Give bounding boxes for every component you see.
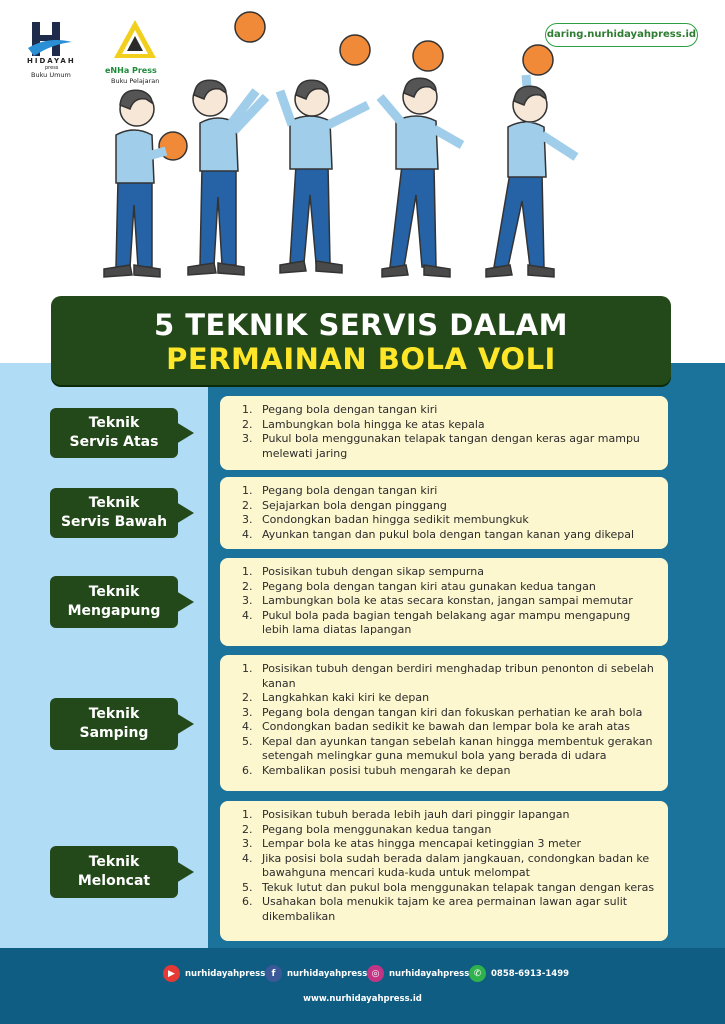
technique-label-line2: Meloncat — [77, 873, 151, 889]
technique-steps-servis-bawah — [220, 477, 668, 549]
step-item: 1. Posisikan tubuh dengan sikap sempurna — [256, 565, 656, 580]
technique-steps-servis-atas — [220, 396, 668, 470]
enha-name: eNHa Press — [105, 66, 157, 75]
technique-label-line1: Teknik — [88, 706, 140, 722]
social-youtube-label: nurhidayahpress — [185, 968, 266, 979]
arrow-right-icon — [176, 713, 194, 735]
footer-bar — [0, 948, 725, 1024]
technique-steps-samping — [220, 655, 668, 791]
arrow-right-icon — [176, 861, 194, 883]
step-item: 2. Sejajarkan bola dengan pinggang — [256, 499, 656, 514]
youtube-icon: ▶ — [163, 965, 180, 982]
step-item: 2. Pegang bola dengan tangan kiri atau gunakan kedua tangan — [256, 580, 656, 595]
technique-steps-meloncat — [220, 801, 668, 941]
social-facebook[interactable] — [265, 965, 367, 982]
player-figure-1 — [104, 90, 166, 277]
title-line-1: 5 TEKNIK SERVIS DALAM — [153, 308, 568, 342]
social-instagram-label: nurhidayahpress — [389, 968, 470, 979]
player-figure-4 — [380, 78, 462, 277]
arrow-right-icon — [176, 422, 194, 444]
hidayah-sub: press — [45, 65, 59, 71]
technique-label-servis-bawah — [50, 488, 178, 538]
arrow-right-icon — [176, 502, 194, 524]
player-figure-2 — [188, 80, 266, 275]
step-item: 6. Kembalikan posisi tubuh mengarah ke depan — [256, 764, 656, 779]
step-item: 1. Posisikan tubuh berada lebih jauh dari pinggir lapangan — [256, 808, 656, 823]
technique-label-meloncat — [50, 846, 178, 898]
instagram-icon: ◎ — [367, 965, 384, 982]
step-item: 3. Condongkan badan hingga sedikit membungkuk — [256, 513, 656, 528]
social-youtube[interactable] — [163, 965, 265, 982]
technique-label-line2: Servis Bawah — [60, 514, 168, 530]
step-item: 2. Lambungkan bola hingga ke atas kepala — [256, 418, 656, 433]
technique-steps-mengapung — [220, 558, 668, 646]
facebook-icon: f — [265, 965, 282, 982]
technique-label-line1: Teknik — [88, 854, 140, 870]
technique-label-samping — [50, 698, 178, 750]
step-item: 2. Langkahkan kaki kiri ke depan — [256, 691, 656, 706]
step-item: 1. Pegang bola dengan tangan kiri — [256, 403, 656, 418]
technique-label-line1: Teknik — [88, 415, 140, 431]
step-item: 3. Lambungkan bola ke atas secara konstan, jangan sampai memutar — [256, 594, 656, 609]
step-item: 5. Tekuk lutut dan pukul bola menggunakan telapak tangan dengan keras — [256, 881, 656, 896]
social-facebook-label: nurhidayahpress — [287, 968, 368, 979]
social-instagram[interactable] — [367, 965, 469, 982]
player-figure-3 — [280, 80, 368, 273]
technique-label-mengapung — [50, 576, 178, 628]
technique-label-line1: Teknik — [88, 495, 140, 511]
step-item: 4. Ayunkan tangan dan pukul bola dengan tangan kanan yang dikepal — [256, 528, 656, 543]
step-item: 1. Posisikan tubuh dengan berdiri menghadap tribun penonton di sebelah kanan — [256, 662, 656, 691]
enha-caption: Buku Pelajaran — [111, 77, 160, 85]
whatsapp-icon: ✆ — [469, 965, 486, 982]
step-item: 3. Pegang bola dengan tangan kiri dan fokuskan perhatian ke arah bola — [256, 706, 656, 721]
technique-label-line1: Teknik — [88, 584, 140, 600]
technique-label-servis-atas — [50, 408, 178, 458]
player-figure-5 — [486, 75, 576, 277]
arrow-right-icon — [176, 591, 194, 613]
technique-label-line2: Mengapung — [67, 603, 161, 619]
title-banner — [51, 296, 671, 385]
website-pill[interactable]: daring.nurhidayahpress.id — [545, 23, 698, 47]
technique-label-line2: Servis Atas — [69, 434, 159, 450]
step-item: 5. Kepal dan ayunkan tangan sebelah kanan hingga membentuk gerakan setengah melingkar guna memukul bola yang berada di udara — [256, 735, 656, 764]
social-whatsapp-label: 0858-6913-1499 — [491, 968, 570, 979]
step-item: 1. Pegang bola dengan tangan kiri — [256, 484, 656, 499]
step-item: 3. Lempar bola ke atas hingga mencapai ketinggian 3 meter — [256, 837, 656, 852]
step-item: 4. Condongkan badan sedikit ke bawah dan lempar bola ke arah atas — [256, 720, 656, 735]
step-item: 4. Pukul bola pada bagian tengah belakang agar mampu mengapung lebih lama diatas lapangan — [256, 609, 656, 638]
title-line-2: PERMAINAN BOLA VOLI — [166, 342, 556, 376]
step-item: 3. Pukul bola menggunakan telapak tangan dengan keras agar mampu melewati jaring — [256, 432, 656, 461]
step-item: 2. Pegang bola menggunakan kedua tangan — [256, 823, 656, 838]
step-item: 6. Usahakan bola menukik tajam ke area permainan lawan agar sulit dikembalikan — [256, 895, 656, 924]
serve-sequence-illustration — [90, 5, 630, 295]
hidayah-name: HIDAYAH — [27, 57, 76, 65]
hidayah-caption: Buku Umum — [31, 71, 71, 79]
technique-label-line2: Samping — [79, 725, 149, 741]
step-item: 4. Jika posisi bola sudah berada dalam jangkauan, condongkan badan ke bawahguna mencari kuda-kuda untuk melompat — [256, 852, 656, 881]
footer-website[interactable]: www.nurhidayahpress.id — [303, 994, 422, 1004]
social-whatsapp[interactable] — [469, 965, 569, 982]
